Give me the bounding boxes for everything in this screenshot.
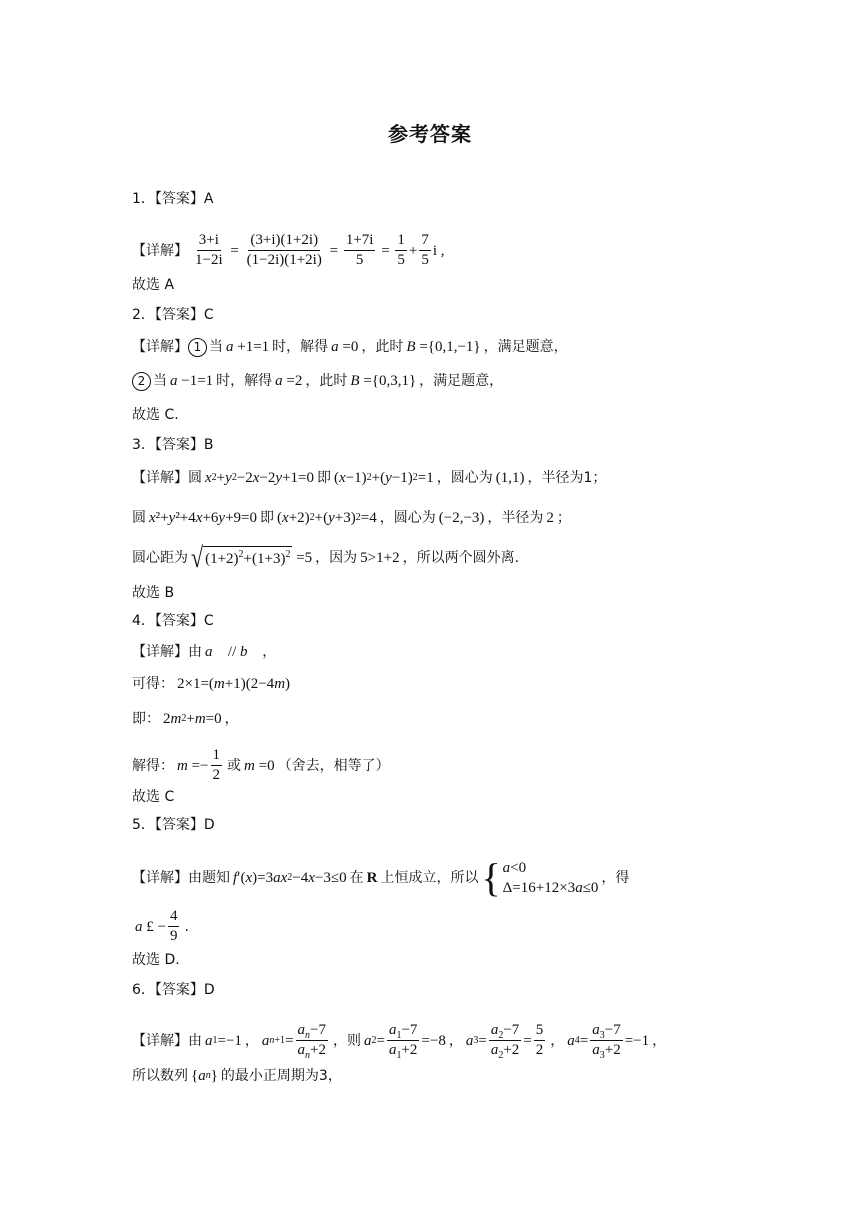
text: 可得： [132,676,174,692]
q4-detail-line1: 【详解】由 a⃗ // b⃗ ， [132,644,277,660]
q3-answer: 3．【答案】B [132,437,214,453]
text: 上恒成立，所以 [380,870,479,886]
text: 即： [132,711,160,727]
text: ， [224,711,239,727]
text: . [184,918,189,935]
q1-answer: 1．【答案】A [132,191,214,207]
q2-conclusion: 故选 C. [132,407,179,423]
text: ，满足题意， [419,373,504,389]
page-title: 参考答案 [388,122,472,146]
q3-detail-line3: 圆心距为 √ $(1+2)^2+(1+3)^2$ =5 ，因为 5>1+2 ，所以两个圆外离. [132,541,520,574]
detail-label: 【详解】 [132,242,188,259]
circled-number-1: 1 [188,338,207,357]
text: ，半径为1； [527,470,607,486]
detail-label: 【详解】由 [132,644,202,660]
text: 当 [209,339,223,355]
q6-detail-line1: 【详解】由 a 1 =−1 ， a n+1 = $\frac{a_n-7}{a_n+2}$ ，则 a 2 = $\frac{a_1-7}{a_1+2}$ =−8 ， a 3 = $\frac{a_2-7}{a_2+2}$ = $\frac{5}{2}$ ， a 4 = $\frac{a_3-7}{a_3+2}$ =−1 ， [132,1022,667,1061]
text: ，此时 [305,373,348,389]
text: ，因为 [315,550,358,566]
text: 或 [227,757,242,774]
text: ， [262,644,277,660]
text: 即 [260,510,275,526]
text: ，半径为 [487,510,544,526]
q5-answer: 5．【答案】D [132,817,215,833]
text: （舍去，相等了） [277,757,390,774]
q1-detail [132,232,448,269]
q5-conclusion: 故选 D. [132,952,180,968]
q2-detail-line1: 【详解】 1 当 a +1=1 时，解得 a =0 ，此时 B ={0,1,−1} ，满足题意， [132,339,568,355]
detail-label: 【详解】由题知 [132,870,230,886]
text: ，圆心为 [436,470,493,486]
q4-detail-line2: 可得： 2×1=( m +1)(2−4 m ) [132,676,291,692]
text: 的最小正周期为 [220,1068,319,1084]
text: 时，解得 [216,373,273,389]
text: ，所以两个圆外离. [402,550,520,566]
q4-detail-line4: 解得： m =− $\frac{1}{2}$ 或 m =0 （舍去，相等了） [132,747,390,783]
text: ， [244,1032,259,1049]
text: ，满足题意， [483,339,568,355]
q5-detail-line1: 【详解】由题知 f ′( x )=3 ax 2 −4 x −3≤0 在 R 上恒成立，所以 { a<0 Δ=16+12×3a≤0 ，得 [132,855,630,900]
text: 当 [153,373,167,389]
q4-detail-line3: 即： 2 m 2 + m =0 ， [132,711,239,727]
text: ， [652,1032,667,1049]
detail-label: 【详解】 [132,339,188,355]
text: ； [556,510,571,526]
q4-conclusion: 故选 C [132,789,175,805]
q3-detail-line2: 圆 x ²+ y ²+4 x +6 y +9=0 即 ( x +2) 2 +( y +3) 2 =4 ，圆心为 (−2,−3) ，半径为 2 ； [132,510,571,526]
text: ， [550,1032,565,1049]
text: ，则 [333,1032,361,1049]
detail-label: 【详解】圆 [132,470,202,486]
text: 即 [317,470,332,486]
q3-conclusion: 故选 B [132,585,175,601]
text: 3， [318,1068,342,1084]
text: ，得 [601,870,630,886]
q3-detail-line1: 【详解】圆 x 2 + y 2 −2 x −2 y +1=0 即 ( x −1) 2 +( y −1) 2 =1 ，圆心为 (1,1) ，半径为1； [132,470,607,486]
text: 在 [349,870,364,886]
text: 圆 [132,510,146,526]
text: ，圆心为 [379,510,436,526]
q1-conclusion: 故选 A [132,277,175,293]
q5-detail-line2: a £ − $\frac{4}{9}$ . [135,908,189,944]
text: ，此时 [361,339,404,355]
q2-answer: 2．【答案】C [132,307,214,323]
q6-detail-line2: 所以数列 { a n } 的最小正周期为 3， [132,1068,342,1084]
detail-label: 【详解】由 [132,1032,202,1049]
text: ， [448,1032,463,1049]
circled-number-2: 2 [132,372,151,391]
q1-formula: $\frac{3+i}{1-2i}$ = $\frac{(3+i)(1+2i)}{(1-2i)(1+2i)}$ = $\frac{1+7i}{5}$ = $\frac{1}{5}$ + $\frac{7}{5}$ i , [195,232,445,268]
text: 所以数列 [132,1068,188,1084]
text: 解得： [132,757,174,774]
q6-answer: 6．【答案】D [132,982,215,998]
text: 时，解得 [272,339,329,355]
text: 圆心距为 [132,550,188,566]
q2-detail-line2: 2 当 a −1=1 时，解得 a =2 ，此时 B ={0,3,1} ，满足题意， [132,371,503,391]
q4-answer: 4．【答案】C [132,613,214,629]
